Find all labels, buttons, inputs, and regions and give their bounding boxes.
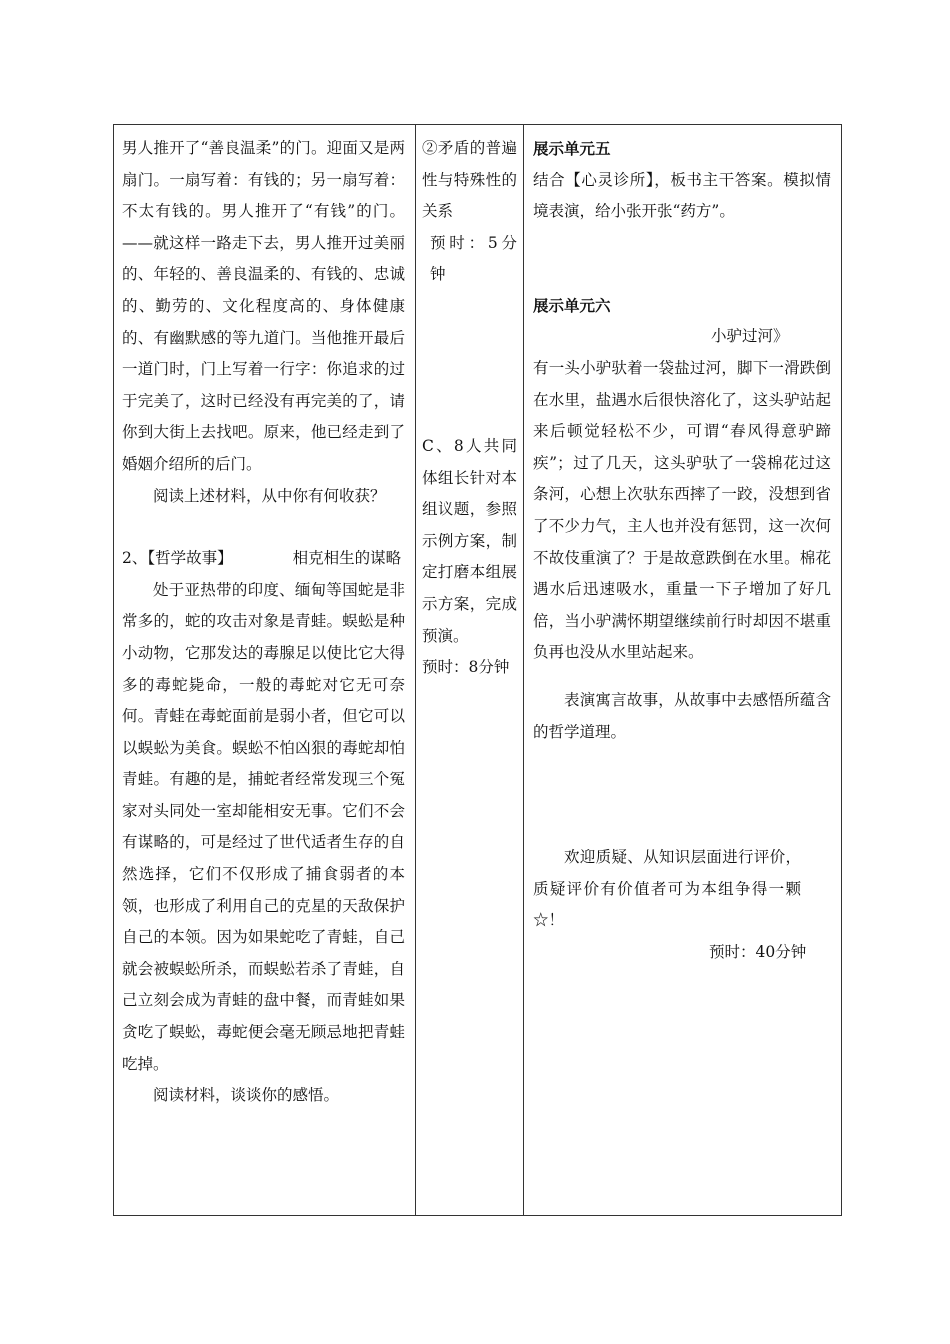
story1-question: 阅读上述材料，从中你有何收获？ [153,486,386,505]
activity-column [415,125,523,1215]
story1-text: 男人推开了“善良温柔”的门。迎面又是两扇门。一扇写着：有钱的；另一扇写着：不太有钱的。男人推开了“有钱”的门。——就这样一路走下去，男人推开过美丽的、年轻的、善良温柔的、有钱的、忠诚的、勤劳的、文化程度高的、身体健康的、有幽默感的等九道门。当他推开最后一道门时，门上写着一行字：你追求的过于完美了，这时已经没有再完美的了，请你到大街上去找吧。原来，他已经走到了婚姻介绍所的后门。 [122,139,405,473]
display-column [523,125,841,1215]
time-estimate-2: 预时：8分钟 [422,658,510,677]
unit5-text: 结合【心灵诊所】，板书主干答案。模拟情境表演，给小张开张“药方”。 [533,170,831,221]
fable-text: 有一头小驴驮着一袋盐过河，脚下一滑跌倒在水里，盐遇水后很快溶化了，这头驴站起来后顿觉轻松不少，可谓“春风得意驴蹄疾”；过了几天，这头驴驮了一袋棉花过这条河，心想上次驮东西摔了一跤，没想到省了不少力气，主人也并没有惩罚，这一次何不故伎重演了？于是故意跌倒在水里。棉花遇水后迅速吸水，重量一下子增加了好几倍，当小驴满怀期望继续前行时却因不堪重负再也没从水里站起来。 [533,358,831,662]
unit5-title: 展示单元五 [533,139,611,158]
story2-text: 处于亚热带的印度、缅甸等国蛇是非常多的，蛇的攻击对象是青蛙。蜈蚣是种小动物，它那发达的毒腺足以使比它大得多的毒蛇毙命，一般的毒蛇对它无可奈何。青蛙在毒蛇面前是弱小者，但它可以以蜈蚣为美食。蜈蚣不怕凶狠的毒蛇却怕青蛙。有趣的是，捕蛇者经常发现三个冤家对头同处一室却能相安无事。它们不会有谋略的，可是经过了世代适者生存的自然选择，它们不仅形成了捕食弱者的本领，也形成了利用自己的克星的天敌保护自己的本领。因为如果蛇吃了青蛙，自己就会被蜈蚣所杀，而蜈蚣若杀了青蛙，自己立刻会成为青蛙的盘中餐，而青蛙如果贪吃了蜈蚣，毒蛇便会毫无顾忌地把青蛙吃掉。 [122,580,405,1073]
topic-text: ②矛盾的普遍性与特殊性的关系 [422,139,517,221]
group-task: C、8人共同体组长针对本组议题，参照示例方案，制定打磨本组展示方案，完成预演。 [422,436,517,645]
fable-title: 小驴过河》 [711,327,789,346]
story2-question: 阅读材料，谈谈你的感悟。 [153,1086,340,1105]
material-column [114,125,415,1215]
time-estimate-1: 预时：5分钟 [430,233,517,284]
unit6-title: 展示单元六 [533,295,611,315]
perform-instruction: 表演寓言故事，从故事中去感悟所蕴含的哲学道理。 [533,690,831,741]
story2-heading-title: 相克相生的谋略 [292,549,402,568]
time-estimate-3: 预时：40分钟 [709,942,807,961]
lesson-table [113,124,842,1216]
story2-heading [122,543,405,575]
welcome-text: 欢迎质疑、从知识层面进行评价，质疑评价有价值者可为本组争得一颗☆！ [533,848,801,930]
story2-heading-num: 2、【哲学故事】 [122,549,233,568]
